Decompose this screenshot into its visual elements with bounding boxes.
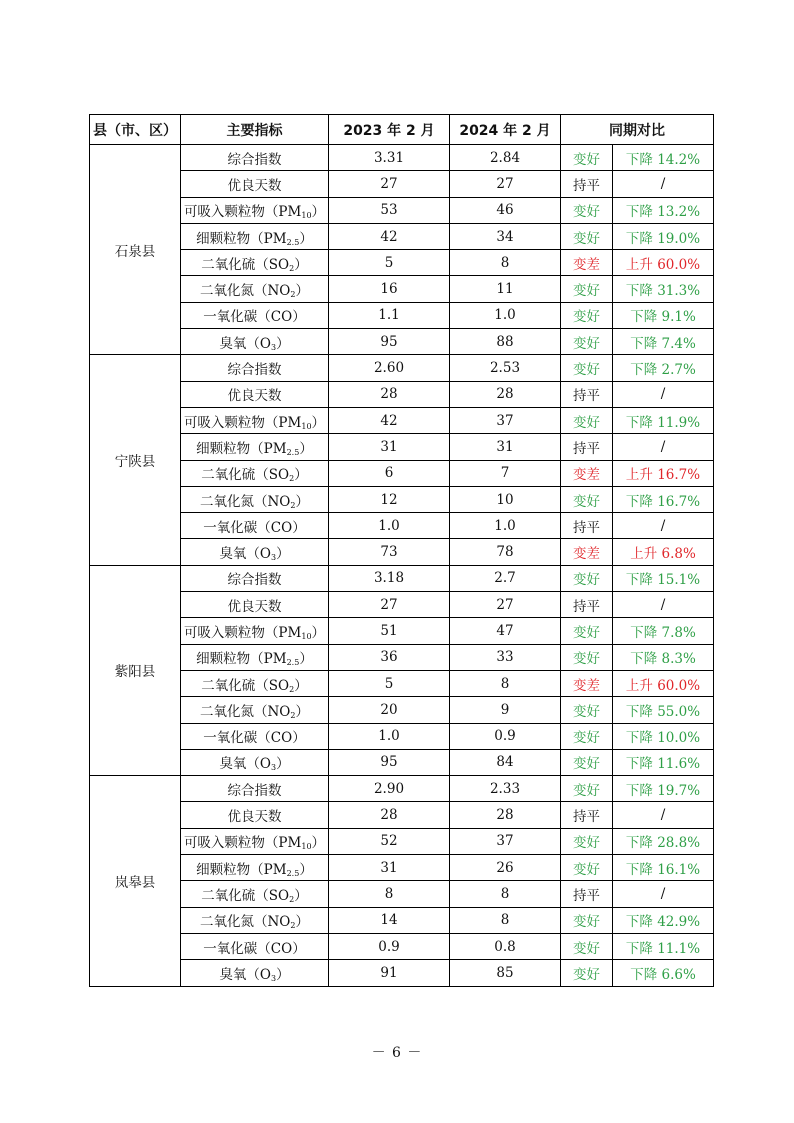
change-value: 下降 55.0% [613, 697, 714, 723]
indicator-suffix: ） [295, 283, 309, 300]
table-row [90, 749, 714, 775]
indicator-cell [181, 933, 329, 959]
indicator-cell [181, 960, 329, 986]
status-badge: 变好 [561, 276, 613, 302]
status-badge: 变好 [561, 223, 613, 249]
value-2023: 1.0 [329, 723, 450, 749]
status-badge: 变好 [561, 145, 613, 171]
value-2024: 27 [450, 171, 561, 197]
header-county: 县（市、区） [90, 115, 181, 145]
indicator-suffix: ） [276, 335, 290, 352]
value-2023: 1.1 [329, 302, 450, 328]
indicator-subscript: 3 [270, 342, 277, 352]
status-badge: 变好 [561, 329, 613, 355]
table-row [90, 381, 714, 407]
value-2023: 5 [329, 670, 450, 696]
status-badge: 变好 [561, 644, 613, 670]
indicator-cell [181, 302, 329, 328]
indicator-cell [181, 434, 329, 460]
table-header-row [90, 115, 714, 145]
value-2024: 2.33 [450, 776, 561, 802]
indicator-label: 优良天数 [227, 809, 282, 826]
table-row [90, 855, 714, 881]
indicator-suffix: ） [311, 835, 326, 852]
status-badge: 变差 [561, 539, 613, 565]
value-2023: 73 [329, 539, 450, 565]
indicator-label: 可吸入颗粒物（PM [183, 835, 302, 852]
table-row [90, 434, 714, 460]
value-2023: 42 [329, 407, 450, 433]
status-badge: 持平 [561, 381, 613, 407]
status-badge: 变好 [561, 907, 613, 933]
value-2023: 6 [329, 460, 450, 486]
change-value: 下降 13.2% [613, 197, 714, 223]
indicator-label: 细颗粒物（PM [196, 230, 287, 247]
indicator-cell [181, 723, 329, 749]
indicator-label: 二氧化硫（SO [201, 677, 290, 694]
value-2024: 34 [450, 223, 561, 249]
indicator-suffix: ） [295, 493, 309, 510]
value-2024: 28 [450, 802, 561, 828]
indicator-subscript: 2 [289, 474, 295, 484]
status-badge: 持平 [561, 802, 613, 828]
value-2023: 0.9 [329, 933, 450, 959]
table-row [90, 828, 714, 854]
table-row [90, 486, 714, 512]
indicator-label: 一氧化碳（CO） [203, 940, 306, 957]
value-2024: 27 [450, 592, 561, 618]
status-badge: 变好 [561, 697, 613, 723]
value-2024: 84 [450, 749, 561, 775]
indicator-cell [181, 776, 329, 802]
indicator-cell [181, 171, 329, 197]
indicator-suffix: ） [299, 861, 313, 878]
value-2023: 91 [329, 960, 450, 986]
change-value: 下降 11.9% [613, 407, 714, 433]
change-value: 下降 7.8% [613, 618, 714, 644]
status-badge: 变差 [561, 250, 613, 276]
header-comparison: 同期对比 [561, 115, 714, 145]
status-badge: 变好 [561, 565, 613, 591]
change-value: 上升 16.7% [613, 460, 714, 486]
change-value: 上升 60.0% [613, 250, 714, 276]
status-badge: 变好 [561, 302, 613, 328]
county-name: 紫阳县 [90, 565, 181, 775]
change-value: 下降 31.3% [613, 276, 714, 302]
indicator-label: 二氧化氮（NO [200, 914, 291, 931]
indicator-suffix: ） [276, 966, 290, 983]
indicator-cell [181, 486, 329, 512]
value-2023: 5 [329, 250, 450, 276]
indicator-label: 臭氧（O [219, 335, 271, 352]
indicator-suffix: ） [295, 703, 309, 720]
header-2024-feb: 2024 年 2 月 [450, 115, 561, 145]
value-2023: 95 [329, 329, 450, 355]
status-badge: 变好 [561, 723, 613, 749]
change-value: 下降 2.7% [613, 355, 714, 381]
indicator-suffix: ） [294, 677, 308, 694]
change-value: 下降 14.2% [613, 145, 714, 171]
indicator-suffix: ） [311, 204, 326, 221]
table-row [90, 460, 714, 486]
change-value: 下降 8.3% [613, 644, 714, 670]
value-2024: 31 [450, 434, 561, 460]
indicator-label: 二氧化氮（NO [200, 493, 291, 510]
indicator-cell [181, 881, 329, 907]
table-row [90, 723, 714, 749]
indicator-subscript: 3 [270, 763, 277, 773]
indicator-label: 一氧化碳（CO） [203, 730, 306, 747]
indicator-subscript: 2 [290, 290, 296, 300]
indicator-label: 优良天数 [227, 598, 282, 615]
indicator-label: 可吸入颗粒物（PM [183, 414, 302, 431]
indicator-suffix: ） [311, 414, 326, 431]
change-value: 下降 28.8% [613, 828, 714, 854]
indicator-subscript: 10 [301, 842, 312, 852]
table-row [90, 933, 714, 959]
status-badge: 持平 [561, 434, 613, 460]
indicator-cell [181, 802, 329, 828]
indicator-suffix: ） [299, 440, 313, 457]
indicator-subscript: 2 [289, 894, 295, 904]
value-2024: 11 [450, 276, 561, 302]
indicator-label: 臭氧（O [219, 546, 271, 563]
table-row [90, 907, 714, 933]
table-row [90, 960, 714, 986]
value-2024: 26 [450, 855, 561, 881]
value-2023: 27 [329, 592, 450, 618]
status-badge: 持平 [561, 513, 613, 539]
table-row [90, 565, 714, 591]
value-2023: 3.31 [329, 145, 450, 171]
indicator-cell [181, 697, 329, 723]
value-2024: 47 [450, 618, 561, 644]
table-row [90, 644, 714, 670]
table-row [90, 302, 714, 328]
indicator-cell [181, 355, 329, 381]
table-row [90, 223, 714, 249]
table-row [90, 145, 714, 171]
indicator-label: 臭氧（O [219, 966, 271, 983]
indicator-suffix: ） [294, 887, 308, 904]
value-2024: 0.9 [450, 723, 561, 749]
indicator-cell [181, 670, 329, 696]
value-2024: 8 [450, 881, 561, 907]
value-2023: 3.18 [329, 565, 450, 591]
indicator-subscript: 2 [290, 921, 296, 931]
change-value: 上升 6.8% [613, 539, 714, 565]
indicator-subscript: 2.5 [286, 658, 300, 668]
indicator-subscript: 2.5 [286, 868, 300, 878]
status-badge: 变好 [561, 355, 613, 381]
indicator-subscript: 3 [270, 553, 277, 563]
indicator-subscript: 10 [301, 421, 312, 431]
value-2023: 31 [329, 855, 450, 881]
value-2024: 10 [450, 486, 561, 512]
header-indicator: 主要指标 [181, 115, 329, 145]
value-2023: 95 [329, 749, 450, 775]
table-row [90, 197, 714, 223]
indicator-cell [181, 592, 329, 618]
value-2023: 14 [329, 907, 450, 933]
change-value: / [613, 513, 714, 539]
value-2023: 53 [329, 197, 450, 223]
indicator-cell [181, 407, 329, 433]
status-badge: 持平 [561, 592, 613, 618]
indicator-suffix: ） [294, 256, 308, 273]
indicator-label: 细颗粒物（PM [196, 440, 287, 457]
indicator-cell [181, 855, 329, 881]
indicator-cell [181, 749, 329, 775]
value-2023: 42 [329, 223, 450, 249]
status-badge: 变好 [561, 960, 613, 986]
indicator-suffix: ） [299, 230, 313, 247]
status-badge: 变差 [561, 670, 613, 696]
status-badge: 变好 [561, 407, 613, 433]
status-badge: 持平 [561, 171, 613, 197]
indicator-subscript: 2.5 [286, 447, 300, 457]
change-value: 上升 60.0% [613, 670, 714, 696]
value-2024: 2.7 [450, 565, 561, 591]
value-2024: 1.0 [450, 302, 561, 328]
table-body [90, 145, 714, 987]
table-row [90, 250, 714, 276]
value-2023: 2.60 [329, 355, 450, 381]
indicator-cell [181, 539, 329, 565]
value-2023: 8 [329, 881, 450, 907]
value-2024: 9 [450, 697, 561, 723]
table-row [90, 407, 714, 433]
indicator-label: 二氧化氮（NO [200, 283, 291, 300]
county-name: 宁陕县 [90, 355, 181, 565]
indicator-label: 综合指数 [227, 572, 282, 589]
value-2023: 16 [329, 276, 450, 302]
table-row [90, 539, 714, 565]
change-value: 下降 11.1% [613, 933, 714, 959]
status-badge: 变好 [561, 197, 613, 223]
indicator-subscript: 2 [289, 684, 295, 694]
indicator-cell [181, 381, 329, 407]
status-badge: 变好 [561, 486, 613, 512]
value-2024: 8 [450, 907, 561, 933]
county-name: 岚皋县 [90, 776, 181, 986]
table-row [90, 171, 714, 197]
indicator-label: 可吸入颗粒物（PM [183, 624, 302, 641]
indicator-suffix: ） [276, 546, 290, 563]
table-row [90, 881, 714, 907]
indicator-subscript: 3 [270, 973, 277, 983]
value-2024: 88 [450, 329, 561, 355]
indicator-label: 二氧化硫（SO [201, 256, 290, 273]
table-row [90, 513, 714, 539]
value-2023: 31 [329, 434, 450, 460]
indicator-label: 综合指数 [227, 151, 282, 168]
indicator-subscript: 2 [290, 710, 296, 720]
change-value: / [613, 434, 714, 460]
value-2024: 1.0 [450, 513, 561, 539]
change-value: 下降 15.1% [613, 565, 714, 591]
status-badge: 变好 [561, 749, 613, 775]
value-2024: 7 [450, 460, 561, 486]
indicator-cell [181, 644, 329, 670]
value-2023: 1.0 [329, 513, 450, 539]
indicator-suffix: ） [276, 756, 290, 773]
indicator-cell [181, 145, 329, 171]
value-2024: 46 [450, 197, 561, 223]
indicator-suffix: ） [295, 914, 309, 931]
indicator-label: 二氧化硫（SO [201, 467, 290, 484]
air-quality-table [89, 114, 714, 987]
value-2024: 37 [450, 407, 561, 433]
status-badge: 变好 [561, 855, 613, 881]
indicator-label: 细颗粒物（PM [196, 861, 287, 878]
value-2024: 33 [450, 644, 561, 670]
value-2023: 28 [329, 802, 450, 828]
indicator-cell [181, 460, 329, 486]
indicator-cell [181, 618, 329, 644]
indicator-subscript: 2 [289, 263, 295, 273]
indicator-label: 综合指数 [227, 782, 282, 799]
indicator-label: 一氧化碳（CO） [203, 309, 306, 326]
indicator-subscript: 10 [301, 211, 312, 221]
indicator-cell [181, 276, 329, 302]
indicator-label: 综合指数 [227, 362, 282, 379]
value-2024: 0.8 [450, 933, 561, 959]
value-2023: 20 [329, 697, 450, 723]
value-2024: 85 [450, 960, 561, 986]
indicator-label: 可吸入颗粒物（PM [183, 204, 302, 221]
table-row [90, 776, 714, 802]
indicator-label: 二氧化氮（NO [200, 703, 291, 720]
indicator-cell [181, 329, 329, 355]
value-2023: 12 [329, 486, 450, 512]
value-2024: 2.84 [450, 145, 561, 171]
indicator-label: 臭氧（O [219, 756, 271, 773]
status-badge: 持平 [561, 881, 613, 907]
value-2024: 8 [450, 250, 561, 276]
indicator-cell [181, 223, 329, 249]
table-row [90, 802, 714, 828]
change-value: / [613, 381, 714, 407]
change-value: 下降 6.6% [613, 960, 714, 986]
indicator-suffix: ） [311, 624, 326, 641]
change-value: 下降 11.6% [613, 749, 714, 775]
value-2023: 52 [329, 828, 450, 854]
table-row [90, 329, 714, 355]
value-2024: 2.53 [450, 355, 561, 381]
header-2023-feb: 2023 年 2 月 [329, 115, 450, 145]
change-value: / [613, 881, 714, 907]
value-2023: 36 [329, 644, 450, 670]
indicator-subscript: 2.5 [286, 237, 300, 247]
change-value: 下降 16.1% [613, 855, 714, 881]
indicator-label: 优良天数 [227, 177, 282, 194]
indicator-label: 一氧化碳（CO） [203, 519, 306, 536]
value-2023: 2.90 [329, 776, 450, 802]
value-2024: 28 [450, 381, 561, 407]
change-value: 下降 16.7% [613, 486, 714, 512]
value-2024: 37 [450, 828, 561, 854]
indicator-label: 优良天数 [227, 388, 282, 405]
status-badge: 变好 [561, 618, 613, 644]
status-badge: 变差 [561, 460, 613, 486]
value-2024: 8 [450, 670, 561, 696]
change-value: / [613, 802, 714, 828]
table-row [90, 592, 714, 618]
indicator-subscript: 10 [301, 631, 312, 641]
table-row [90, 355, 714, 381]
table-row [90, 697, 714, 723]
indicator-subscript: 2 [290, 500, 296, 510]
change-value: 下降 9.1% [613, 302, 714, 328]
indicator-label: 二氧化硫（SO [201, 887, 290, 904]
page-number: － 6 － [371, 1045, 423, 1061]
status-badge: 变好 [561, 933, 613, 959]
indicator-cell [181, 250, 329, 276]
change-value: 下降 7.4% [613, 329, 714, 355]
indicator-cell [181, 513, 329, 539]
status-badge: 变好 [561, 776, 613, 802]
indicator-cell [181, 907, 329, 933]
value-2023: 51 [329, 618, 450, 644]
indicator-cell [181, 828, 329, 854]
indicator-cell [181, 197, 329, 223]
value-2024: 78 [450, 539, 561, 565]
table-row [90, 618, 714, 644]
change-value: / [613, 592, 714, 618]
status-badge: 变好 [561, 828, 613, 854]
value-2023: 27 [329, 171, 450, 197]
indicator-label: 细颗粒物（PM [196, 651, 287, 668]
change-value: 下降 10.0% [613, 723, 714, 749]
change-value: 下降 19.0% [613, 223, 714, 249]
change-value: 下降 19.7% [613, 776, 714, 802]
change-value: 下降 42.9% [613, 907, 714, 933]
table-row [90, 276, 714, 302]
indicator-cell [181, 565, 329, 591]
table-row [90, 670, 714, 696]
value-2023: 28 [329, 381, 450, 407]
indicator-suffix: ） [294, 467, 308, 484]
county-name: 石泉县 [90, 145, 181, 355]
indicator-suffix: ） [299, 651, 313, 668]
change-value: / [613, 171, 714, 197]
